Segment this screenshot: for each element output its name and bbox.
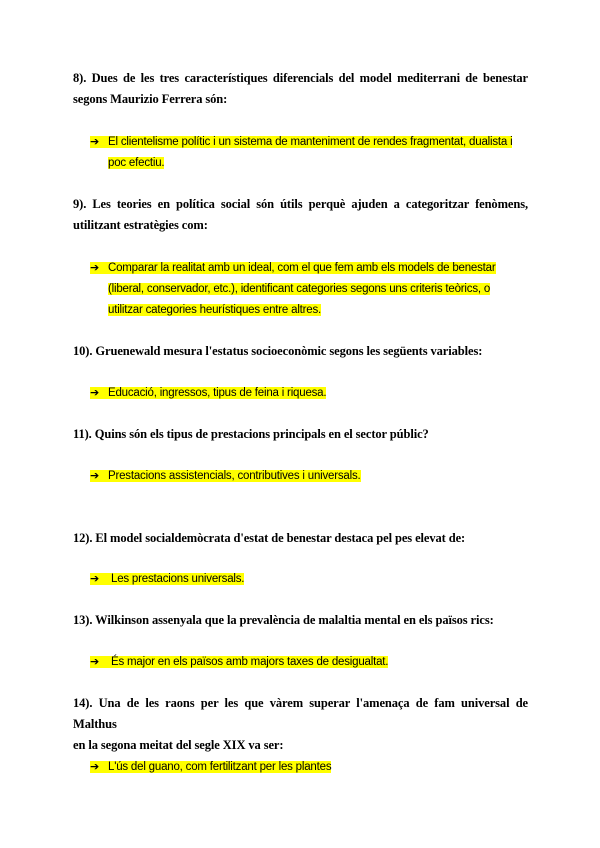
answer-11-highlight	[90, 470, 361, 482]
question-8-line-1: 8). Dues de les tres característiques diferencials del model mediterrani de benestar	[73, 71, 528, 85]
answer-13-highlight	[90, 656, 388, 668]
answer-8-line-1: El clientelisme polític i un sistema de manteniment de rendes fragmentat, dualista i	[108, 136, 513, 148]
question-10-line-1: 10). Gruenewald mesura l'estatus socioeconòmic segons les següents variables:	[73, 344, 483, 358]
answer-9-cont	[90, 279, 528, 300]
answer-8	[90, 131, 528, 174]
question-14-line-1: 14). Una de les raons per les que vàrem superar l'amenaça de fam universal de Malthus	[73, 696, 528, 731]
answer-9	[90, 257, 528, 321]
answer-9-line-2: (liberal, conservador, etc.), identificant categories segons uns criteris teòrics, o	[108, 283, 491, 295]
answer-14-highlight	[90, 761, 331, 773]
answer-9-line-3: utilitzar categories heurístiques entre altres.	[108, 304, 322, 316]
arrow-right-icon: ➔	[90, 261, 100, 274]
answer-10-highlight	[90, 387, 326, 399]
answer-14	[90, 756, 528, 778]
question-9-line-1: 9). Les teories en política social són útils perquè ajuden a categoritzar fenòmens,	[73, 197, 528, 211]
question-14-line-2: en la segona meitat del segle XIX va ser:	[73, 738, 284, 752]
question-8	[73, 68, 528, 110]
question-12-line-1: 12). El model socialdemòcrata d'estat de benestar destaca pel pes elevat de:	[73, 531, 466, 545]
question-9	[73, 194, 528, 236]
question-11	[73, 424, 528, 445]
answer-9-line-1: Comparar la realitat amb un ideal, com el que fem amb els models de benestar	[108, 262, 496, 274]
answer-14-line-1: L'ús del guano, com fertilitzant per les plantes	[108, 761, 332, 773]
answer-13	[90, 651, 528, 673]
answer-8-highlight	[90, 136, 512, 148]
question-9-line-2: utilitzant estratègies com:	[73, 218, 208, 232]
answer-10-line-1: Educació, ingressos, tipus de feina i riquesa.	[108, 387, 327, 399]
question-12	[73, 528, 528, 549]
question-13	[73, 610, 528, 631]
question-10	[73, 341, 528, 362]
answer-13-line-1: És major en els països amb majors taxes de desigualtat.	[108, 656, 389, 668]
question-13-line-1: 13). Wilkinson assenyala que la prevalència de malaltia mental en els països rics:	[73, 613, 494, 627]
answer-8-cont	[90, 153, 528, 174]
answer-11	[90, 465, 528, 487]
arrow-right-icon: ➔	[90, 655, 100, 668]
arrow-right-icon: ➔	[90, 572, 100, 585]
arrow-right-icon: ➔	[90, 469, 100, 482]
arrow-right-icon: ➔	[90, 760, 100, 773]
answer-8-line-2: poc efectiu.	[108, 157, 165, 169]
question-14	[73, 693, 528, 756]
arrow-right-icon: ➔	[90, 135, 100, 148]
answer-9-cont-2	[90, 300, 528, 321]
arrow-right-icon: ➔	[90, 386, 100, 399]
question-11-line-1: 11). Quins són els tipus de prestacions principals en el sector públic?	[73, 427, 429, 441]
answer-10	[90, 382, 528, 404]
answer-11-line-1: Prestacions assistencials, contributives i universals.	[108, 470, 361, 482]
answer-12-line-1: Les prestacions universals.	[108, 573, 245, 585]
question-8-line-2: segons Maurizio Ferrera són:	[73, 92, 228, 106]
answer-9-highlight	[90, 262, 496, 274]
answer-12	[90, 568, 528, 590]
answer-12-highlight	[90, 573, 244, 585]
